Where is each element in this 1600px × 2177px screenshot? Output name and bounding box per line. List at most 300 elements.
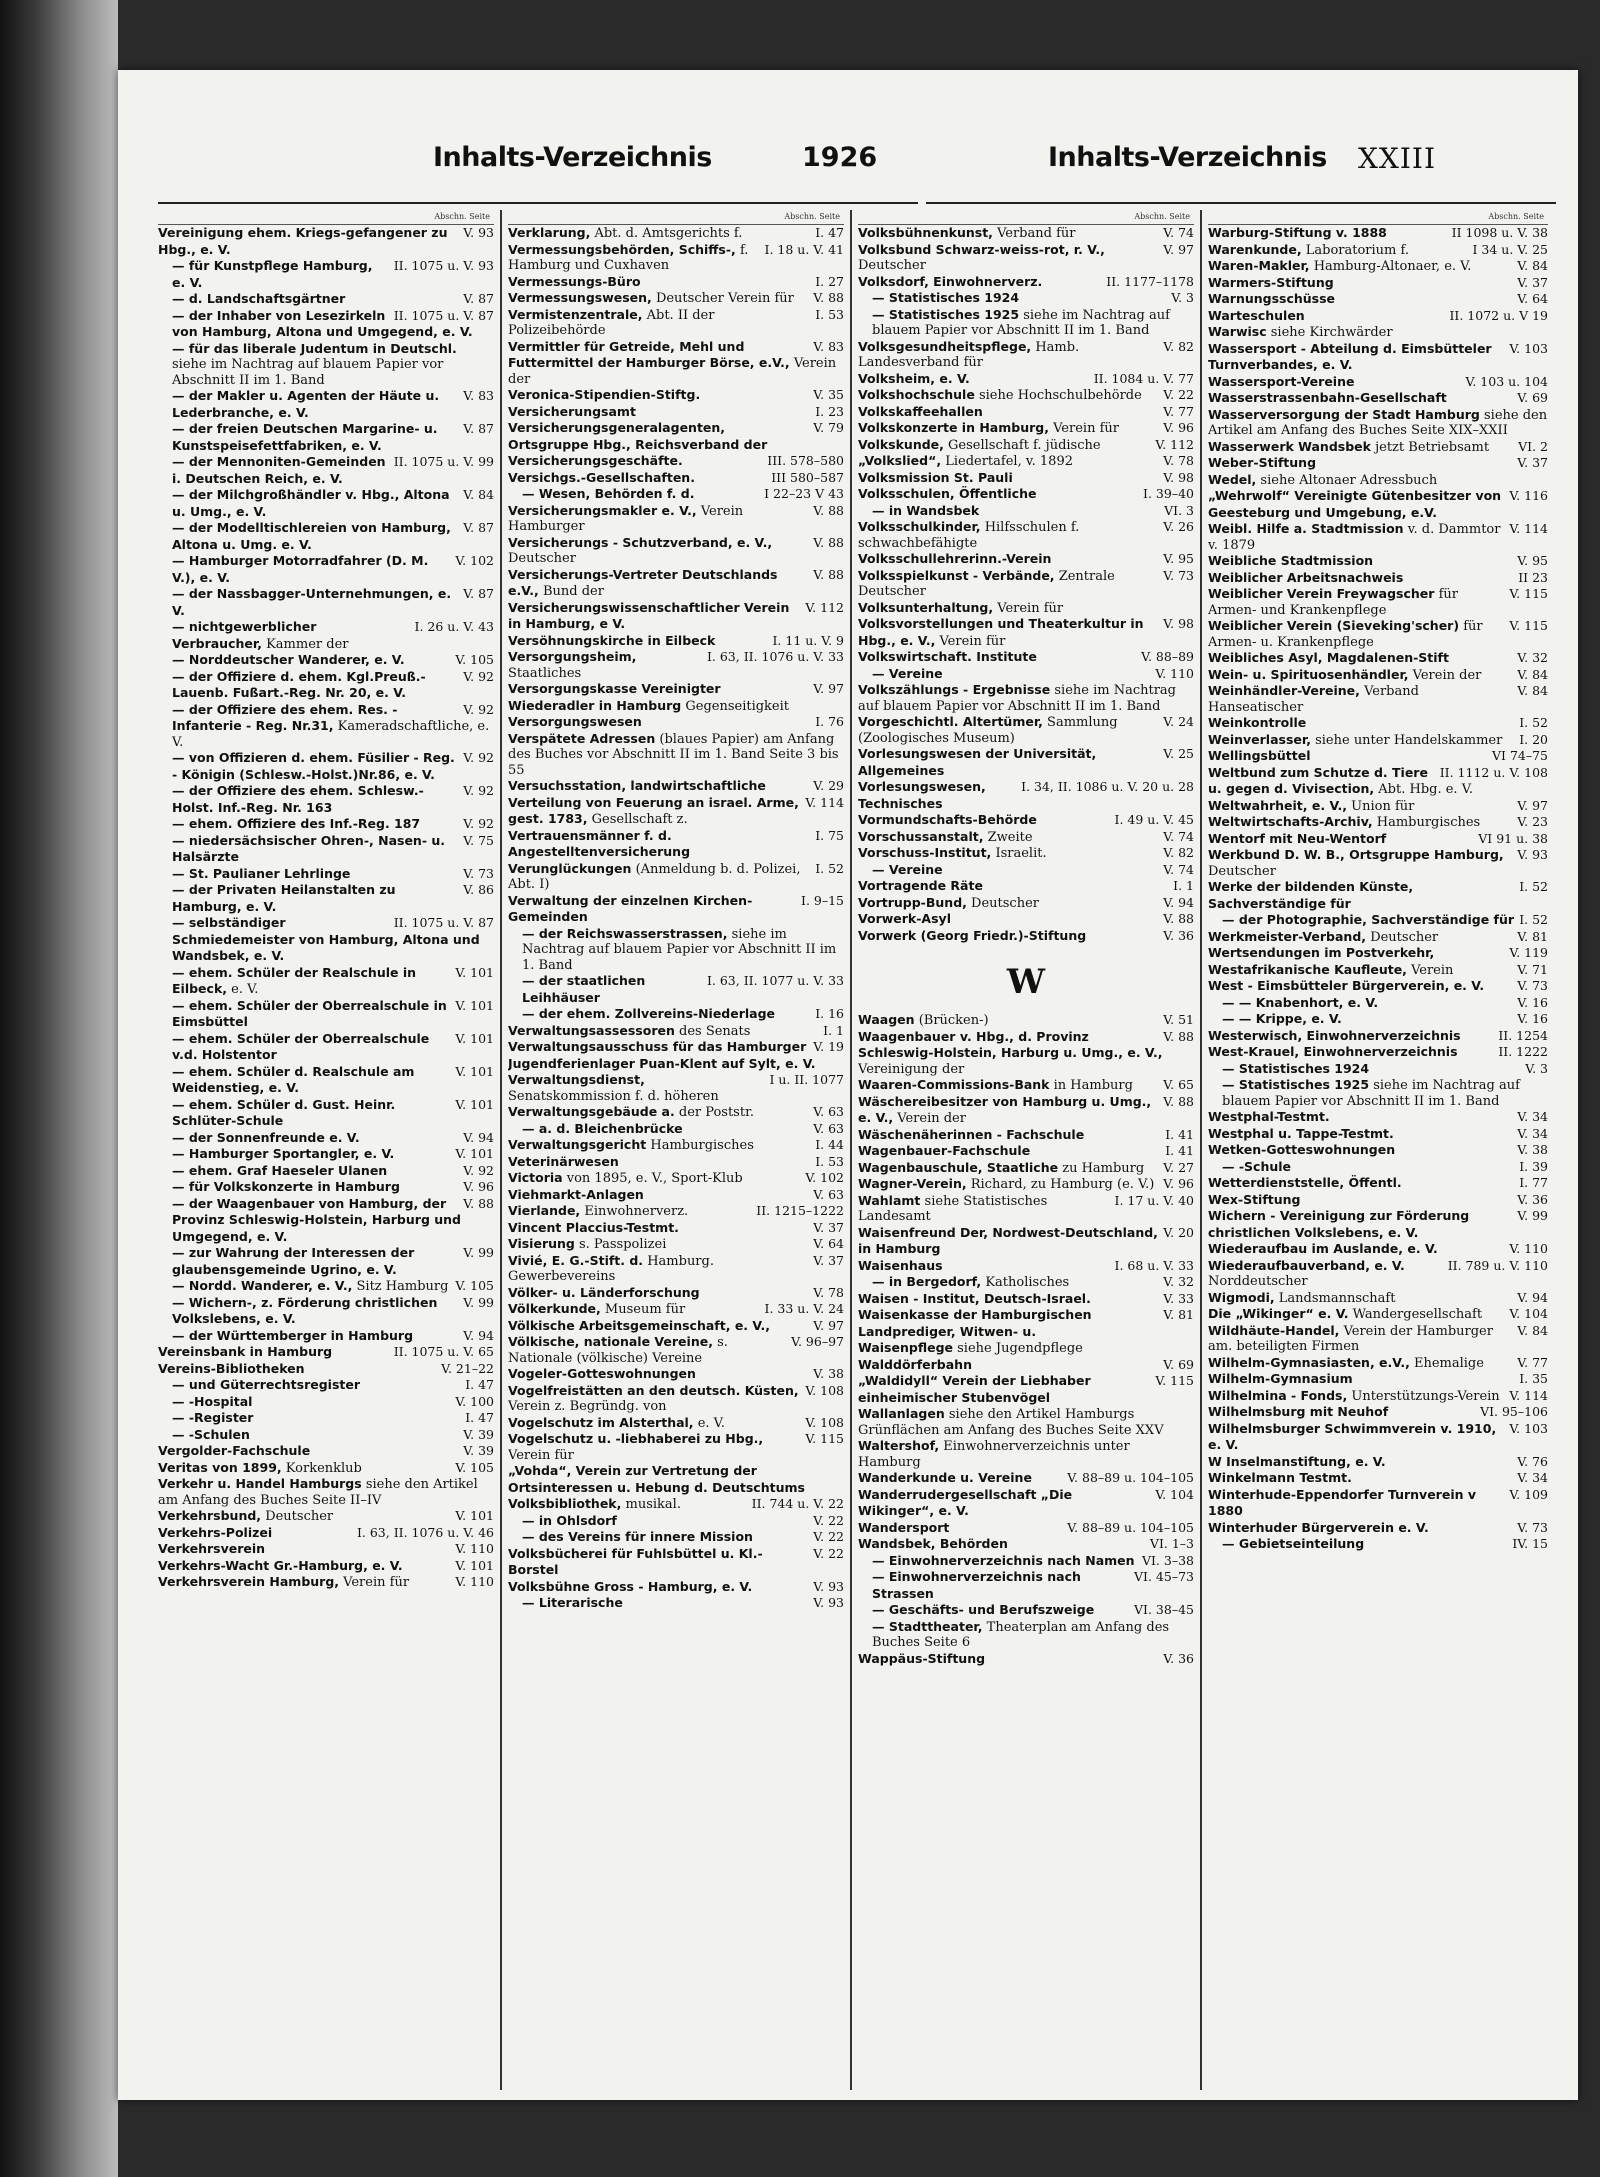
index-entry	[508, 1137, 844, 1154]
entry-reference: V. 77	[1163, 403, 1194, 419]
entry-reference: I. 75	[815, 827, 844, 843]
entry-title: Verwaltung der einzelnen Kirchen-Gemeinden	[508, 892, 753, 924]
index-entry	[858, 551, 1194, 568]
entry-title: Vincent Placcius-Testmt.	[508, 1219, 679, 1235]
index-entry	[508, 1595, 844, 1612]
entry-title: Volksschullehrerinn.-Verein	[858, 551, 1052, 566]
entry-description: Bund der	[542, 584, 604, 599]
entry-description: Gegenseitigkeit	[685, 698, 790, 714]
entry-reference: V. 38	[813, 1366, 844, 1381]
entry-reference: V. 98	[1163, 616, 1194, 631]
entry-title: Wassersport-Vereine	[1208, 373, 1355, 389]
entry-reference: II. 1254	[1498, 1027, 1548, 1043]
index-entry	[858, 1160, 1194, 1177]
entry-reference: V. 115	[805, 1431, 844, 1446]
index-entry	[508, 600, 844, 633]
entry-title: Volksheim, e. V.	[858, 370, 970, 386]
index-entry	[1208, 978, 1548, 995]
entry-title: — Einwohnerverzeichnis nach Strassen	[872, 1569, 1081, 1601]
entry-title: Wagenbauschule, Staatliche	[858, 1159, 1059, 1175]
index-entry	[508, 714, 844, 731]
index-entry	[508, 926, 844, 974]
index-entry	[858, 404, 1194, 421]
entry-reference: I. 23	[815, 403, 844, 419]
index-entry	[508, 1579, 844, 1596]
entry-reference: V. 73	[463, 865, 494, 881]
header-left-title: Inhalts-Verzeichnis	[433, 142, 712, 173]
entry-reference: I. 39–40	[1143, 486, 1194, 501]
entry-description: Verband Hanseatischer	[1208, 684, 1419, 715]
entry-title: Verwaltungsassessoren	[508, 1022, 675, 1038]
entry-title: — ehem. Schüler der Oberrealschule in Eimsbüttel	[172, 997, 447, 1029]
index-entry	[158, 1541, 494, 1558]
entry-title: Walddörferbahn	[858, 1356, 972, 1372]
index-entry	[1208, 374, 1548, 391]
index-entry	[508, 1253, 844, 1285]
entry-title: Vorlesungswesen der Universität, Allgemeines	[858, 746, 1097, 778]
entry-reference: V. 24	[1163, 714, 1194, 729]
entry-reference: I 22–23 V 43	[764, 486, 844, 501]
index-entry	[158, 1146, 494, 1163]
entry-title: Wiederaufbau im Auslande, e. V.	[1208, 1241, 1438, 1256]
index-entry	[158, 1344, 494, 1361]
entry-reference: V. 81	[1163, 1307, 1194, 1322]
entry-title: — der Reichswasserstrassen,	[522, 925, 728, 941]
index-entry	[858, 437, 1194, 454]
entry-title: — Vereine	[872, 861, 943, 877]
entry-reference: V. 32	[1517, 650, 1548, 665]
entry-title: — der Milchgroßhändler v. Hbg., Altona u. Umg., e. V.	[172, 487, 450, 519]
index-entry	[158, 1443, 494, 1460]
index-entry	[858, 812, 1194, 829]
entry-title: Vorwerk (Georg Friedr.)-Stiftung	[858, 927, 1087, 943]
entry-title: — der Nassbagger-Unternehmungen, e. V.	[172, 586, 452, 618]
entry-title: Waltershof,	[858, 1438, 940, 1453]
entry-reference: V. 115	[1155, 1373, 1194, 1388]
entry-reference: V. 37	[1517, 274, 1548, 290]
index-column-2	[508, 210, 844, 2090]
entry-title: Verteilung von Feuerung an israel. Arme, gest. 1783,	[508, 794, 799, 826]
index-entry	[858, 1258, 1194, 1275]
index-entry	[858, 1127, 1194, 1144]
entry-description: Museum für	[604, 1302, 686, 1317]
index-entry	[508, 1318, 844, 1335]
entry-reference: V. 108	[805, 1414, 844, 1430]
entry-description: Hamburgisches	[1376, 815, 1481, 830]
index-entry	[158, 1328, 494, 1345]
entry-description: Richard, zu Hamburg (e. V.)	[970, 1177, 1155, 1192]
entry-title: — Hamburger Motorradfahrer (D. M. V.), e. V.	[172, 553, 429, 585]
entry-title: Winterhude-Eppendorfer Turnverein v 1880	[1208, 1486, 1477, 1518]
entry-title: Wetterdienststelle, Öffentl.	[1208, 1175, 1402, 1190]
entry-title: — von Offizieren d. ehem. Füsilier - Reg. - Königin (Schlesw.-Holst.)Nr.86, e. V.	[172, 750, 455, 782]
index-entry	[158, 1558, 494, 1575]
entry-title: Winterhuder Bürgerverein e. V.	[1208, 1519, 1429, 1535]
entry-reference: V. 34	[1517, 1109, 1548, 1124]
entry-title: Weiblicher Arbeitsnachweis	[1208, 569, 1404, 585]
index-entry	[1208, 748, 1548, 765]
entry-title: Volkskunde,	[858, 436, 944, 452]
index-entry	[1208, 390, 1548, 407]
index-entry	[158, 833, 494, 866]
entry-title: Winkelmann Testmt.	[1208, 1470, 1352, 1485]
entry-title: Verkehr u. Handel Hamburgs	[158, 1476, 362, 1491]
entry-title: Westphal u. Tappe-Testmt.	[1208, 1125, 1394, 1141]
index-entry	[158, 1278, 494, 1295]
index-entry	[158, 1179, 494, 1196]
entry-reference: V. 104	[1155, 1486, 1194, 1502]
entry-title: — Vereine	[872, 665, 943, 681]
entry-title: — Gebietseinteilung	[1222, 1536, 1365, 1551]
index-entry	[508, 1236, 844, 1253]
entry-description: Verein für	[508, 1447, 574, 1463]
entry-reference: I. 34, II. 1086 u. V. 20 u. 28	[1021, 779, 1194, 794]
entry-title: — Nordd. Wanderer, e. V.,	[172, 1278, 353, 1293]
entry-title: Vermessungswesen,	[508, 290, 652, 305]
entry-title: Vorschuss-Institut,	[858, 845, 992, 860]
entry-reference: I. 47	[465, 1410, 494, 1425]
index-entry	[1208, 439, 1548, 456]
entry-title: Visierung	[508, 1236, 575, 1251]
entry-reference: II. 1075 u. V. 65	[393, 1344, 494, 1359]
entry-title: Vermessungs-Büro	[508, 273, 641, 289]
entry-reference: II. 789 u. V. 110	[1447, 1257, 1548, 1273]
index-entry	[508, 387, 844, 404]
entry-title: — der freien Deutschen Margarine- u. Kunstspeisefettfabriken, e. V.	[172, 421, 438, 453]
entry-reference: V. 35	[813, 387, 844, 402]
index-entry	[158, 1525, 494, 1542]
entry-title: — des Vereins für innere Mission	[522, 1529, 753, 1544]
entry-description: Sammlung (Zoologisches Museum)	[858, 715, 1118, 746]
index-entry	[1208, 570, 1548, 587]
entry-reference: V. 84	[463, 487, 494, 502]
entry-description: siehe den Artikel am Anfang des Buches Seite II–IV	[158, 1477, 478, 1508]
entry-title: Weinhändler-Vereine,	[1208, 683, 1360, 698]
index-entry	[158, 1196, 494, 1246]
index-entry	[158, 341, 494, 389]
index-entry	[1208, 291, 1548, 308]
index-entry	[158, 1377, 494, 1394]
entry-description: Verein Hamburger	[508, 503, 744, 534]
index-entry	[158, 1476, 494, 1508]
index-entry	[858, 862, 1194, 879]
entry-title: „Wehrwolf“ Vereinigte Gütenbesitzer von Geesteburg und Umgebung, e.V.	[1208, 488, 1502, 520]
entry-reference: V. 97	[1163, 241, 1194, 257]
entry-reference: V. 79	[813, 420, 844, 435]
index-entry	[508, 828, 844, 861]
index-entry	[858, 1340, 1194, 1357]
entry-reference: V. 39	[463, 1426, 494, 1442]
entry-reference: V. 81	[1517, 928, 1548, 944]
entry-reference: I. 39	[1519, 1158, 1548, 1174]
entry-reference: V. 84	[1517, 258, 1548, 273]
entry-title: — ehem. Offiziere des Inf.-Reg. 187	[172, 816, 421, 831]
entry-title: Versorgungswesen	[508, 714, 642, 729]
entry-reference: V. 25	[1163, 746, 1194, 761]
entry-description: Norddeutscher	[1208, 1274, 1308, 1289]
index-entry	[1208, 407, 1548, 439]
entry-title: Wasserstrassenbahn-Gesellschaft	[1208, 390, 1447, 405]
entry-title: Waisenpflege	[858, 1340, 953, 1355]
entry-reference: V. 93	[813, 1595, 844, 1610]
entry-reference: V. 99	[463, 1245, 494, 1260]
index-entry	[158, 1097, 494, 1130]
index-entry	[1208, 1192, 1548, 1209]
entry-description: s. Nationale (völkische) Vereine	[508, 1335, 728, 1366]
entry-description: musikal.	[625, 1497, 681, 1512]
entry-reference: V. 69	[1163, 1356, 1194, 1372]
entry-title: Vogelfreistätten an den deutsch. Küsten,	[508, 1382, 799, 1398]
entry-description: Sitz Hamburg	[356, 1279, 449, 1294]
document-page	[118, 70, 1578, 2100]
entry-title: Völker- u. Länderforschung	[508, 1284, 700, 1300]
entry-title: — der Photographie, Sachverständige für	[1222, 912, 1515, 927]
entry-title: Vereins-Bibliotheken	[158, 1360, 305, 1376]
entry-reference: V. 83	[463, 388, 494, 403]
index-column-3	[858, 210, 1194, 2090]
entry-reference: I. 68 u. V. 33	[1114, 1257, 1194, 1273]
index-entry	[1208, 1355, 1548, 1372]
entry-description: e. V.	[697, 1415, 725, 1431]
index-entry	[1208, 765, 1548, 798]
entry-description: (blaues Papier) am Anfang des Buches vor Abschnitt II im 1. Band Seite 3 bis 55	[508, 731, 839, 778]
index-entry	[508, 778, 844, 795]
index-entry	[1208, 879, 1548, 912]
entry-description: (Brücken-)	[918, 1013, 989, 1028]
entry-title: Waisenfreund Der, Nordwest-Deutschland, in Hamburg	[858, 1224, 1158, 1256]
index-entry	[1208, 472, 1548, 489]
entry-title: — Literarische	[522, 1595, 623, 1610]
entry-title: Volkshochschule	[858, 387, 975, 402]
entry-title: Wandersport	[858, 1519, 950, 1535]
entry-description: Einwohnerverz.	[584, 1204, 689, 1219]
entry-title: Vergolder-Fachschule	[158, 1443, 311, 1458]
entry-title: — Wichern-, z. Förderung christlichen Volkslebens, e. V.	[172, 1294, 438, 1326]
entry-title: Wiederaufbauverband, e. V.	[1208, 1257, 1405, 1273]
entry-title: Verwaltungsgericht	[508, 1137, 647, 1152]
index-entry	[1208, 1323, 1548, 1355]
entry-title: — — Krippe, e. V.	[1222, 1011, 1342, 1026]
entry-title: — der staatlichen Leihhäuser	[522, 973, 646, 1005]
index-entry	[1208, 1454, 1548, 1471]
entry-title: — für das liberale Judentum in Deutschl.	[172, 340, 457, 356]
index-entry	[1208, 1388, 1548, 1405]
entry-description: Wandergesellschaft	[1352, 1307, 1483, 1322]
entry-description: Verein der Hamburger am. beteiligten Firmen	[1208, 1323, 1493, 1354]
index-entry	[1208, 275, 1548, 292]
entry-title: Waisenhaus	[858, 1257, 943, 1273]
index-entry	[508, 1220, 844, 1237]
index-entry	[158, 225, 494, 258]
entry-description: Senatskommission f. d. höheren	[508, 1088, 719, 1104]
index-entry	[1208, 1371, 1548, 1388]
index-entry	[508, 1496, 844, 1513]
entry-reference: V. 71	[1517, 961, 1548, 977]
entry-reference: V. 75	[463, 832, 494, 848]
entry-reference: V. 114	[1509, 1387, 1548, 1403]
index-entry	[508, 1334, 844, 1366]
index-entry	[858, 453, 1194, 470]
entry-title: Verkehrsverein Hamburg,	[158, 1574, 340, 1589]
entry-reference: V. 88	[813, 566, 844, 582]
entry-reference: I. 47	[815, 225, 844, 240]
index-entry	[508, 1023, 844, 1040]
index-entry	[1208, 1536, 1548, 1553]
entry-title: West - Eimsbütteler Bürgerverein, e. V.	[1208, 978, 1485, 993]
entry-description: Verein der	[508, 356, 837, 387]
entry-reference: V. 88	[1163, 1028, 1194, 1044]
index-entry	[858, 878, 1194, 895]
entry-description: Verein für	[997, 600, 1064, 616]
entry-title: Weber-Stiftung	[1208, 455, 1317, 470]
entry-title: — Statistisches 1925	[872, 306, 1020, 322]
entry-description: siehe im Nachtrag auf blauem Papier vor Abschnitt II im 1. Band	[858, 683, 1176, 714]
entry-title: — in Ohlsdorf	[522, 1512, 617, 1528]
index-entry	[858, 503, 1194, 520]
entry-title: — der Waagenbauer von Hamburg, der Provinz Schleswig-Holstein, Harburg und Umgegend, e. V.	[172, 1195, 461, 1244]
index-entry	[158, 1427, 494, 1444]
entry-reference: V. 95	[1517, 553, 1548, 568]
header-rule-left	[158, 202, 918, 204]
entry-description: siehe Statistisches Landesamt	[858, 1193, 1048, 1224]
entry-reference: V. 88	[813, 290, 844, 305]
column-divider	[1200, 210, 1202, 2090]
entry-reference: V. 115	[1509, 618, 1548, 633]
index-entry	[508, 681, 844, 714]
index-entry	[158, 882, 494, 915]
index-entry	[158, 1508, 494, 1525]
entry-title: — in Bergedorf,	[872, 1274, 982, 1289]
entry-title: — ehem. Schüler der Realschule in Eilbeck,	[172, 964, 417, 996]
entry-reference: III 580–587	[771, 469, 844, 485]
entry-title: Vormundschafts-Behörde	[858, 812, 1037, 827]
index-entry	[858, 1077, 1194, 1094]
entry-reference: V. 74	[1163, 861, 1194, 877]
entry-description: e. V.	[231, 982, 259, 997]
entry-title: — Statistisches 1925	[1222, 1077, 1370, 1092]
index-entry	[858, 387, 1194, 404]
index-entry	[508, 242, 844, 274]
entry-title: Warmers-Stiftung	[1208, 274, 1334, 290]
entry-reference: V. 101	[455, 1146, 494, 1161]
entry-reference: V. 16	[1517, 994, 1548, 1010]
entry-title: Waagen	[858, 1012, 915, 1027]
entry-reference: V. 110	[1155, 665, 1194, 681]
entry-reference: V. 114	[1509, 521, 1548, 536]
index-entry	[858, 242, 1194, 274]
entry-reference: V. 96	[1163, 420, 1194, 435]
entry-reference: I. 9–15	[801, 892, 844, 908]
entry-description: für Armen- u. Krankenpflege	[1208, 619, 1483, 650]
entry-reference: V. 92	[463, 816, 494, 831]
entry-title: Vertrauensmänner f. d. Angestelltenversicherung	[508, 827, 691, 859]
index-entry	[858, 746, 1194, 779]
entry-reference: VI. 38–45	[1134, 1602, 1194, 1617]
entry-reference: V. 96–97	[791, 1334, 844, 1349]
entry-title: Versicherungsgeschäfte.	[508, 453, 683, 468]
entry-description: Liedertafel, v. 1892	[945, 454, 1073, 469]
index-column-4	[1208, 210, 1548, 2090]
index-entry	[508, 274, 844, 291]
entry-title: — Wesen, Behörden f. d.	[522, 486, 695, 501]
entry-reference: V. 101	[455, 1063, 494, 1079]
entry-title: Westerwisch, Einwohnerverzeichnis	[1208, 1027, 1461, 1043]
index-entry	[1208, 683, 1548, 715]
index-entry	[1208, 341, 1548, 374]
entry-reference: V. 77	[1517, 1354, 1548, 1370]
entry-reference: V. 92	[463, 1162, 494, 1178]
entry-reference: VI. 45–73	[1134, 1569, 1194, 1584]
entry-reference: II. 1075 u. V. 93	[393, 258, 494, 273]
entry-reference: V. 94	[1517, 1289, 1548, 1305]
entry-description: siehe Altonaer Adressbuch	[1260, 472, 1438, 488]
entry-title: — in Wandsbek	[872, 502, 980, 518]
index-entry	[1208, 1061, 1548, 1078]
entry-description: Verein z. Begründg. von	[508, 1399, 667, 1414]
entry-title: Vortrupp-Bund,	[858, 894, 967, 910]
index-entry	[858, 1553, 1194, 1570]
index-entry	[858, 1487, 1194, 1520]
index-entry	[858, 371, 1194, 388]
entry-reference: V. 109	[1509, 1486, 1548, 1502]
entry-description: Staatliches	[508, 665, 582, 681]
index-entry	[858, 649, 1194, 666]
entry-reference: V. 73	[1517, 1519, 1548, 1535]
entry-reference: V. 37	[813, 1219, 844, 1235]
entry-reference: I. 35	[1519, 1371, 1548, 1386]
index-entry	[1208, 1109, 1548, 1126]
entry-reference: V. 112	[805, 599, 844, 615]
entry-title: Wellingsbüttel	[1208, 748, 1311, 763]
entry-title: Volksbühne Gross - Hamburg, e. V.	[508, 1578, 753, 1594]
entry-title: Wassersport - Abteilung d. Eimsbütteler Turnverbandes, e. V.	[1208, 340, 1492, 372]
entry-title: Wasserwerk Wandsbek	[1208, 438, 1371, 454]
index-entry	[858, 714, 1194, 746]
entry-title: Volkskaffeehallen	[858, 403, 983, 419]
index-entry	[858, 1520, 1194, 1537]
column-header: Abschn. Seite	[858, 210, 1194, 225]
entry-reference: V. 19	[813, 1039, 844, 1054]
index-entry	[158, 915, 494, 965]
entry-reference: V. 103 u. 104	[1465, 373, 1548, 389]
entry-reference: V. 116	[1509, 488, 1548, 503]
entry-title: Wäschereibesitzer von Hamburg u. Umg., e. V.,	[858, 1093, 1152, 1125]
entry-title: — Einwohnerverzeichnis nach Namen	[872, 1552, 1135, 1568]
column-header: Abschn. Seite	[508, 210, 844, 225]
entry-reference: II. 1075 u. V. 99	[393, 454, 494, 469]
entry-description: Einwohnerverzeichnis unter Hamburg	[858, 1439, 1130, 1470]
entry-description: Verein für	[939, 633, 1006, 649]
entry-title: — Hamburger Sportangler, e. V.	[172, 1146, 395, 1161]
index-entry	[858, 307, 1194, 339]
entry-title: „Waldidyll“ Verein der Liebhaber einheimischer Stubenvögel	[858, 1373, 1091, 1405]
entry-title: Vermittler für Getreide, Mehl und Futtermittel der Hamburger Börse, e.V.,	[508, 338, 790, 370]
index-entry	[1208, 1142, 1548, 1159]
entry-reference: V. 22	[813, 1512, 844, 1528]
index-entry	[158, 1163, 494, 1180]
entry-reference: V. 96	[1163, 1176, 1194, 1191]
entry-title: Verwaltungsgebäude a.	[508, 1104, 675, 1119]
entry-reference: II. 1177–1178	[1106, 273, 1194, 289]
index-entry	[158, 1130, 494, 1147]
entry-title: — zur Wahrung der Interessen der glaubensgemeinde Ugrino, e. V.	[172, 1245, 415, 1277]
index-entry	[858, 1536, 1194, 1553]
entry-reference: II. 1084 u. V. 77	[1093, 370, 1194, 386]
index-entry	[508, 1463, 844, 1496]
index-entry	[158, 669, 494, 702]
index-entry	[158, 1460, 494, 1477]
entry-reference: VI 91 u. 38	[1478, 830, 1548, 846]
